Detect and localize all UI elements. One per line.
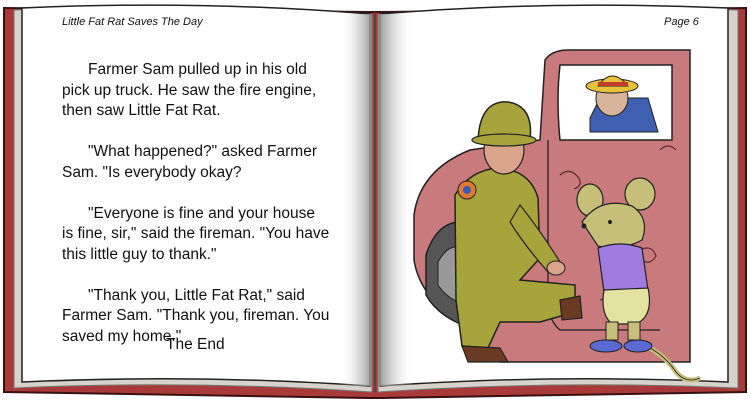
story-text xyxy=(62,60,330,368)
story-paragraph: "Thank you, Little Fat Rat," said Farmer Sam. "Thank you, fireman. You saved my home." xyxy=(62,286,330,345)
book-title: Little Fat Rat Saves The Day xyxy=(62,16,203,28)
page-number: Page 6 xyxy=(664,16,699,28)
the-end-label: The End xyxy=(166,336,225,353)
story-paragraph: Farmer Sam pulled up in his old pick up truck. He saw the fire engine, then saw Little Fat Rat. xyxy=(62,61,317,119)
story-paragraph: "What happened?" asked Farmer Sam. "Is everybody okay? xyxy=(62,143,317,181)
story-paragraph: "Everyone is fine and your house is fine, sir," said the fireman. "You have this little guy to thank." xyxy=(62,204,330,263)
